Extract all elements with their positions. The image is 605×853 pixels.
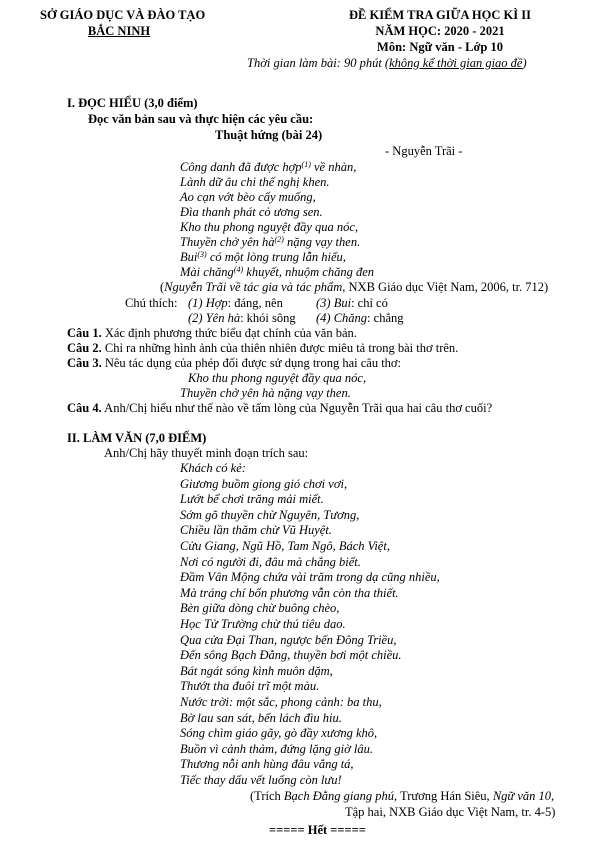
subject: Môn: Ngữ văn - Lớp 10 [377, 40, 503, 54]
poem-line: Lành dữ âu chi thế nghị khen. [180, 175, 330, 189]
excerpt-source: (Trích Bạch Đằng giang phú, Trương Hán Siêu, Ngữ văn 10, [250, 789, 555, 803]
poem-line: Ao cạn vớt bèo cấy muống, [180, 190, 316, 204]
excerpt-line: Giương buồm giong gió chơi vơi, [180, 476, 348, 491]
part2-instruction: Anh/Chị hãy thuyết minh đoạn trích sau: [104, 446, 309, 460]
part1-instruction: Đọc văn bản sau và thực hiện các yêu cầu: [88, 112, 314, 126]
excerpt-line: Tiếc thay dấu vết luống còn lưu! [180, 772, 342, 787]
part1-heading: I. ĐỌC HIỂU (3,0 điểm) [67, 96, 198, 110]
time-note: Thời gian làm bài: 90 phút (không kể thời gian giao đề) [247, 56, 527, 70]
question-2: Câu 2. Chỉ ra những hình ảnh của thiên nhiên được miêu tả trong bài thơ trên. [67, 341, 459, 355]
excerpt-line: Nước trời: một sắc, phong cảnh: ba thu, [180, 694, 382, 709]
poem-title: Thuật hứng (bài 24) [215, 128, 323, 142]
excerpt-line: Đầm Vân Mộng chứa vài trăm trong dạ cũng nhiều, [180, 570, 440, 585]
excerpt-line: Chiều lần thăm chừ Vũ Huyệt. [180, 523, 332, 538]
question-1: Câu 1. Xác định phương thức biểu đạt chính của văn bản. [67, 326, 357, 340]
notes-label: Chú thích: [125, 296, 178, 310]
part2-heading: II. LÀM VĂN (7,0 ĐIỂM) [67, 431, 207, 445]
poem-author: - Nguyễn Trãi - [385, 144, 463, 158]
school-year: NĂM HỌC: 2020 - 2021 [375, 24, 505, 38]
poem-line: Kho thu phong nguyệt đầy qua nóc, [180, 220, 359, 234]
province-name: BẮC NINH [87, 24, 151, 38]
excerpt-line: Sóng chìm giáo gãy, gò đầy xương khô, [180, 726, 378, 741]
note-3: (3) Bui: chỉ có [316, 296, 388, 310]
excerpt-line: Qua cửa Đại Than, ngược bến Đông Triều, [180, 632, 397, 647]
excerpt-line: Mà tráng chí bốn phương vẫn còn tha thiết. [180, 585, 399, 600]
note-1: (1) Hợp: đáng, nên [188, 296, 283, 310]
q3-line-1: Kho thu phong nguyệt đầy qua nóc, [188, 371, 367, 385]
excerpt-line: Thướt tha đuôi trĩ một màu. [180, 679, 320, 694]
excerpt-line: Nơi có người đi, đâu mà chẳng biết. [180, 554, 361, 569]
end-mark: ===== Hết ===== [269, 823, 366, 837]
excerpt-line: Bờ lau san sát, bến lách đìu hiu. [180, 710, 342, 725]
question-3: Câu 3. Nêu tác dụng của phép đối được sử dụng trong hai câu thơ: [67, 356, 402, 370]
poem-body [180, 160, 374, 280]
q3-line-2: Thuyền chở yên hà nặng vạy then. [180, 386, 351, 400]
excerpt-body [180, 461, 440, 788]
excerpt-line: Khách có kẻ: [180, 461, 246, 475]
poem-line: Bui$^{(3)}$ có một lòng trung lẫn hiếu, [180, 250, 346, 264]
excerpt-line: Đến sông Bạch Đằng, thuyền bơi một chiều. [180, 648, 402, 663]
poem-line: Đìa thanh phát cỏ ương sen. [180, 205, 323, 219]
excerpt-line: Buồn vì cảnh thảm, đứng lặng giờ lâu. [180, 741, 373, 756]
excerpt-line: Thương nỗi anh hùng đâu vắng tá, [180, 757, 354, 772]
excerpt-line: Học Tử Trường chừ thú tiêu dao. [180, 616, 346, 631]
dept-name: SỞ GIÁO DỤC VÀ ĐÀO TẠO [40, 8, 206, 22]
excerpt-line: Bèn giữa dòng chừ buông chèo, [180, 601, 340, 616]
exam-title: ĐỀ KIỂM TRA GIỮA HỌC KÌ II [349, 8, 531, 22]
question-4: Câu 4. Anh/Chị hiểu như thế nào về tấm lòng của Nguyễn Trãi qua hai câu thơ cuối? [67, 401, 493, 415]
poem-line: Mài chăng$^{(4)}$ khuyết, nhuộm chăng đen [180, 265, 375, 279]
poem-line: Thuyền chở yên $hà^{(2)}$ nặng vạy then. [180, 235, 361, 249]
note-4: (4) Chăng: chẳng [316, 311, 404, 325]
poem-source: (Nguyễn Trãi về tác gia và tác phẩm, NXB Giáo dục Việt Nam, 2006, tr. 712) [160, 280, 549, 294]
excerpt-line: Cửu Giang, Ngũ Hồ, Tam Ngô, Bách Việt, [180, 538, 390, 553]
excerpt-line: Bát ngát sóng kình muôn dặm, [180, 663, 333, 678]
excerpt-source-line2: Tập hai, NXB Giáo dục Việt Nam, tr. 4-5) [345, 805, 556, 819]
excerpt-line: Sớm gõ thuyền chừ Nguyên, Tương, [180, 507, 360, 522]
note-2: (2) Yên hà: khói sông [188, 311, 296, 325]
poem-line: Công danh đã được hợp$^{(1)}$ về nhàn, [180, 160, 357, 174]
excerpt-line: Lướt bể chơi trăng mải miết. [180, 492, 324, 507]
